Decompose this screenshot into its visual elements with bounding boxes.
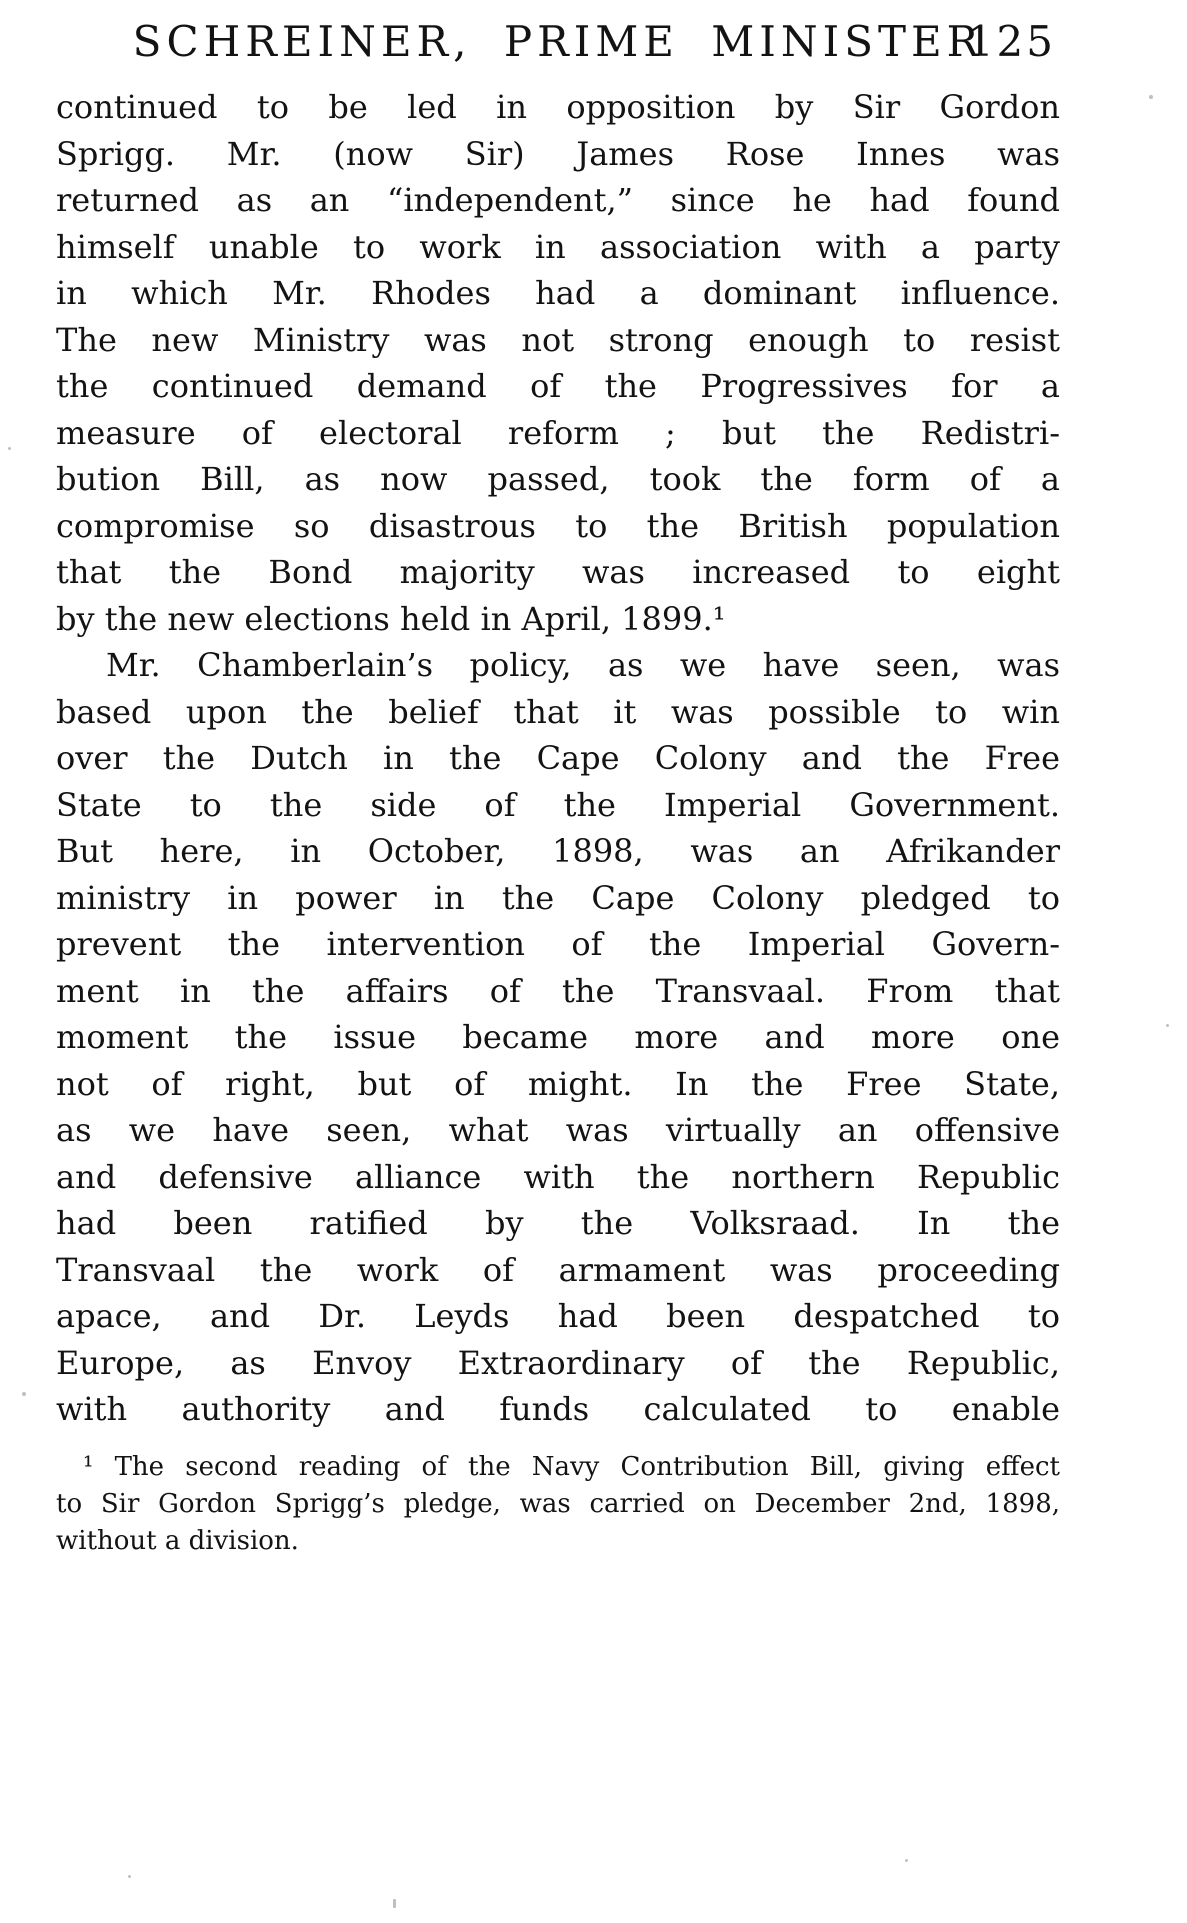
footnote [56,1449,1060,1560]
page-body [56,84,1060,1433]
footnote-line: without a division. [56,1525,299,1556]
body-line: in which Mr. Rhodes had a dominant influence. [56,274,1060,312]
body-line: State to the side of the Imperial Government. [56,785,1060,824]
paragraph-2 [56,642,1060,1433]
body-line: Transvaal the work of armament was proceeding [56,1250,1060,1289]
body-line: himself unable to work in association with a party [56,227,1060,266]
body-line: measure of electoral reform ; but the Redistri- [56,413,1060,452]
body-line: as we have seen, what was virtually an offensive [56,1111,1060,1149]
scan-speck [128,1875,131,1878]
body-line: ment in the affairs of the Transvaal. From that [56,971,1060,1010]
body-line: had been ratified by the Volksraad. In the [56,1204,1060,1242]
body-line: ministry in power in the Cape Colony pledged to [56,878,1060,917]
body-line: continued to be led in opposition by Sir Gordon [56,88,1060,126]
header-title: SCHREINER, PRIME MINISTER [132,17,984,66]
body-line: returned as an “independent,” since he had found [56,181,1060,219]
page-number: 125 [966,17,1056,66]
body-line: and defensive alliance with the northern Republic [56,1157,1060,1196]
body-line: compromise so disastrous to the British population [56,506,1060,545]
footnote-line: ¹ The second reading of the Navy Contribution Bill, giving effect [83,1451,1060,1482]
body-line: prevent the intervention of the Imperial Govern- [56,925,1060,963]
body-line: not of right, but of might. In the Free State, [56,1064,1060,1103]
body-line: the continued demand of the Progressives for a [56,367,1060,405]
scan-speck [1149,95,1153,99]
scan-speck [393,1899,396,1908]
body-line: Sprigg. Mr. (now Sir) James Rose Innes was [56,134,1060,173]
body-line: Mr. Chamberlain’s policy, as we have seen, was [106,646,1060,684]
body-line: apace, and Dr. Leyds had been despatched to [56,1297,1060,1335]
body-line: based upon the belief that it was possible to win [56,692,1060,731]
scan-speck [1166,1024,1169,1027]
body-line: that the Bond majority was increased to eight [56,553,1060,591]
scan-speck [22,1392,26,1396]
body-line: bution Bill, as now passed, took the form of a [56,460,1060,498]
scan-speck [8,447,11,450]
text-block [56,16,1060,1560]
footnote-line: to Sir Gordon Sprigg’s pledge, was carried on December 2nd, 1898, [56,1488,1060,1519]
body-line: But here, in October, 1898, was an Afrikander [56,832,1060,870]
paragraph-1 [56,84,1060,642]
body-line: by the new elections held in April, 1899.¹ [56,599,726,638]
body-line: The new Ministry was not strong enough to resist [56,320,1060,359]
body-line: with authority and funds calculated to enable [56,1390,1060,1428]
running-header [56,16,1060,68]
body-line: over the Dutch in the Cape Colony and the Free [56,739,1060,777]
body-line: moment the issue became more and more one [56,1018,1060,1056]
body-line: Europe, as Envoy Extraordinary of the Republic, [56,1343,1060,1382]
scan-speck [905,1859,908,1862]
